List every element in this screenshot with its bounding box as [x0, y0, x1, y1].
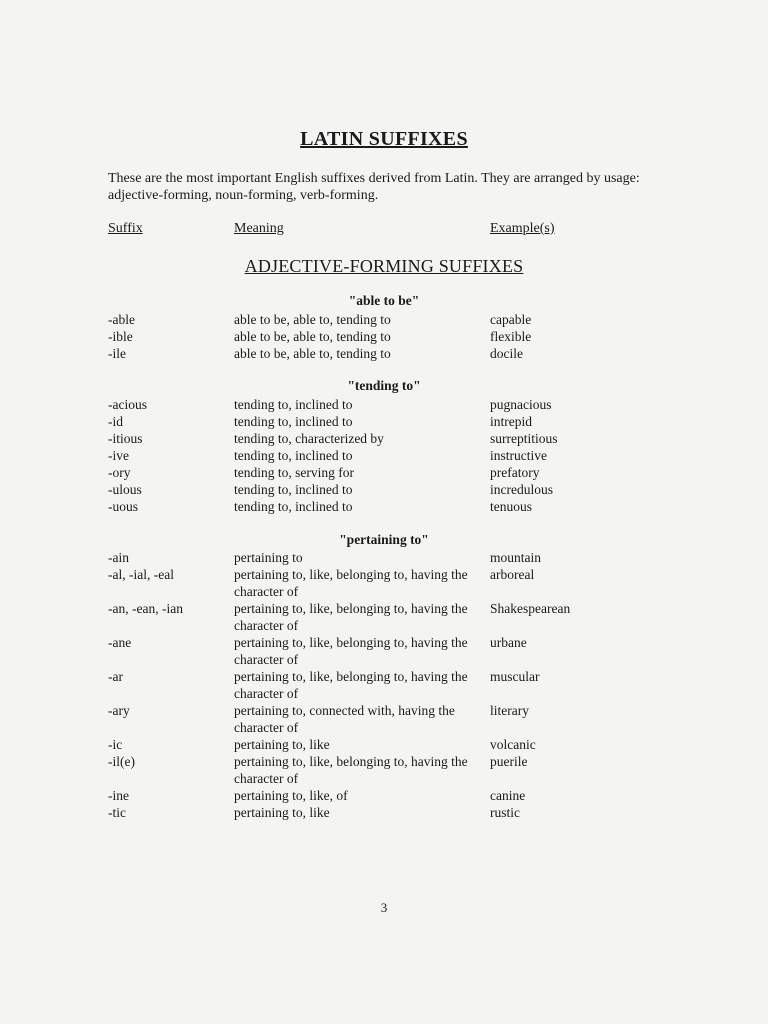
- suffix-cell: -il(e): [108, 754, 135, 769]
- meaning-cell: able to be, able to, tending to: [234, 346, 391, 361]
- meaning-cell: tending to, inclined to: [234, 482, 353, 497]
- meaning-cell: pertaining to, like, belonging to, having the character of: [234, 601, 468, 633]
- table-row: [0, 804, 768, 838]
- table-row: [0, 498, 768, 532]
- table-row: [0, 668, 768, 702]
- meaning-cell: tending to, inclined to: [234, 414, 353, 429]
- suffix-cell: -acious: [108, 397, 147, 412]
- example-cell: urbane: [490, 635, 527, 650]
- page-number: 3: [380, 900, 388, 915]
- meaning-cell: pertaining to, like, belonging to, having the character of: [234, 635, 468, 667]
- suffix-cell: -tic: [108, 805, 126, 820]
- example-cell: prefatory: [490, 465, 540, 480]
- example-cell: canine: [490, 788, 526, 803]
- page-title: LATIN SUFFIXES: [300, 128, 468, 150]
- suffix-cell: -ain: [108, 550, 129, 565]
- suffix-cell: -ory: [108, 465, 131, 480]
- table-row: [0, 702, 768, 736]
- suffix-cell: -an, -ean, -ian: [108, 601, 183, 616]
- suffix-cell: -ive: [108, 448, 129, 463]
- suffix-cell: -ine: [108, 788, 129, 803]
- suffix-cell: -ible: [108, 329, 133, 344]
- meaning-cell: tending to, inclined to: [234, 448, 353, 463]
- table-row: [0, 753, 768, 787]
- intro-paragraph: These are the most important English suffixes derived from Latin. They are arranged by usage: adjective-forming, noun-forming, verb-forming.: [108, 171, 640, 203]
- example-cell: Shakespearean: [490, 601, 571, 616]
- example-cell: instructive: [490, 448, 547, 463]
- suffix-cell: -ane: [108, 635, 132, 650]
- meaning-cell: pertaining to, like, belonging to, having the character of: [234, 567, 468, 599]
- suffix-cell: -id: [108, 414, 123, 429]
- example-cell: rustic: [490, 805, 520, 820]
- table-row: [0, 345, 768, 379]
- meaning-cell: pertaining to, connected with, having the character of: [234, 703, 455, 735]
- group-title: "tending to": [347, 378, 421, 393]
- column-header-suffix: Suffix: [108, 221, 143, 236]
- suffix-cell: -ic: [108, 737, 123, 752]
- example-cell: intrepid: [490, 414, 532, 429]
- table-row: [0, 566, 768, 600]
- meaning-cell: pertaining to, like, of: [234, 788, 348, 803]
- meaning-cell: pertaining to, like: [234, 737, 330, 752]
- example-cell: pugnacious: [490, 397, 552, 412]
- suffix-cell: -able: [108, 312, 135, 327]
- suffix-cell: -ulous: [108, 482, 142, 497]
- suffix-cell: -itious: [108, 431, 143, 446]
- group-title: "pertaining to": [339, 532, 429, 547]
- suffix-cell: -al, -ial, -eal: [108, 567, 174, 582]
- example-cell: flexible: [490, 329, 532, 344]
- meaning-cell: tending to, serving for: [234, 465, 354, 480]
- example-cell: docile: [490, 346, 523, 361]
- meaning-cell: tending to, inclined to: [234, 397, 353, 412]
- table-row: [0, 634, 768, 668]
- column-header-meaning: Meaning: [234, 221, 284, 236]
- example-cell: puerile: [490, 754, 528, 769]
- example-cell: volcanic: [490, 737, 536, 752]
- example-cell: incredulous: [490, 482, 553, 497]
- suffix-cell: -ile: [108, 346, 126, 361]
- meaning-cell: pertaining to, like: [234, 805, 330, 820]
- meaning-cell: able to be, able to, tending to: [234, 329, 391, 344]
- suffix-cell: -uous: [108, 499, 138, 514]
- meaning-cell: tending to, inclined to: [234, 499, 353, 514]
- meaning-cell: pertaining to, like, belonging to, having the character of: [234, 754, 468, 786]
- column-header-example: Example(s): [490, 221, 555, 236]
- meaning-cell: tending to, characterized by: [234, 431, 384, 446]
- meaning-cell: pertaining to: [234, 550, 303, 565]
- example-cell: capable: [490, 312, 532, 327]
- table-row: [0, 600, 768, 634]
- group-title: "able to be": [348, 293, 420, 308]
- suffix-cell: -ar: [108, 669, 123, 684]
- example-cell: tenuous: [490, 499, 532, 514]
- meaning-cell: able to be, able to, tending to: [234, 312, 391, 327]
- example-cell: surreptitious: [490, 431, 558, 446]
- section-title: ADJECTIVE-FORMING SUFFIXES: [244, 256, 524, 276]
- example-cell: literary: [490, 703, 529, 718]
- suffix-cell: -ary: [108, 703, 130, 718]
- example-cell: mountain: [490, 550, 541, 565]
- example-cell: arboreal: [490, 567, 535, 582]
- example-cell: muscular: [490, 669, 540, 684]
- meaning-cell: pertaining to, like, belonging to, having the character of: [234, 669, 468, 701]
